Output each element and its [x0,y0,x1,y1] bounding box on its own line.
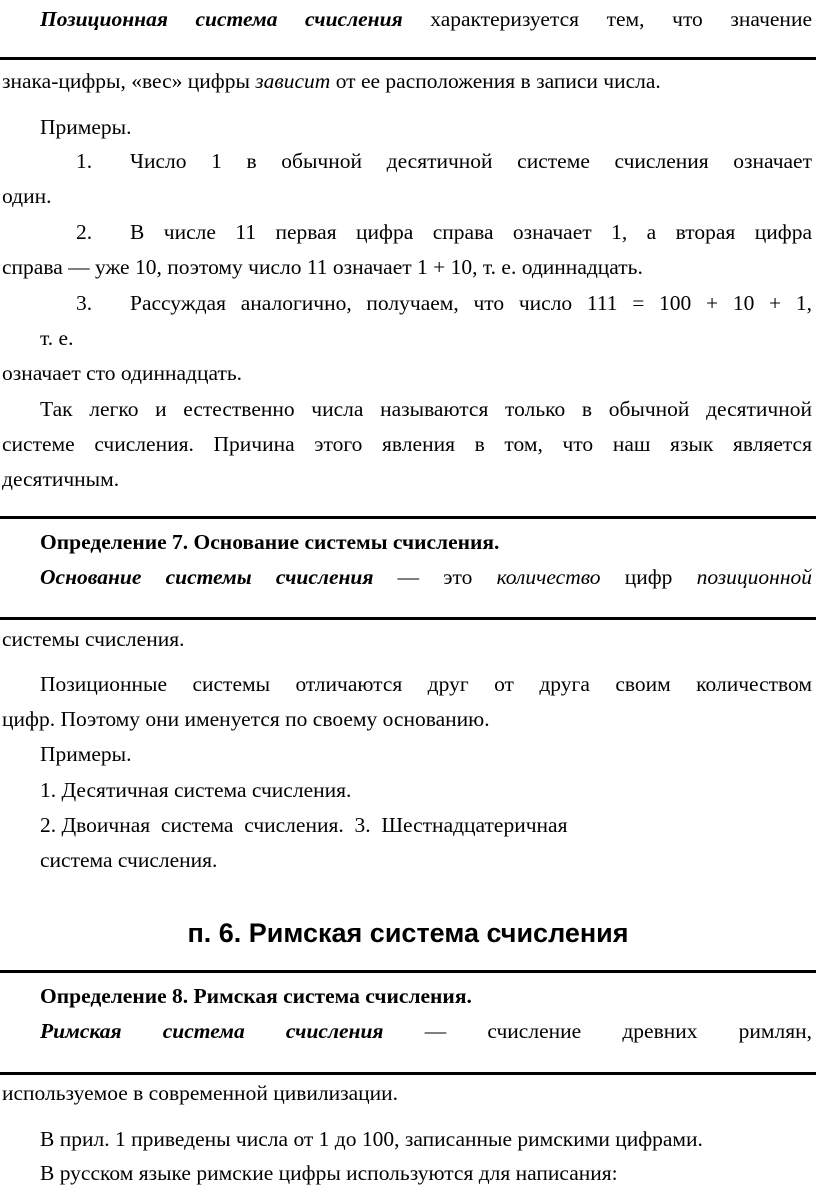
text-fragment: — это [373,565,497,589]
paragraph-line: Позиционные системы отличаются друг от друга своим количеством [40,672,812,696]
list-number: 1. [76,149,93,173]
horizontal-rule [0,57,816,60]
list-number: 3. [76,291,93,315]
list-item: 2. Двоичная система счисления. 3. Шестнадцатеричная [40,813,568,837]
italic-word: позиционной [696,565,812,589]
term-word: Римская [40,1019,122,1043]
section-heading: п. 6. Римская система счисления [187,918,629,948]
list-item-continuation: т. е. [40,326,74,350]
term-positional-system: Позиционная система счисления [40,7,403,31]
term-base: Основание системы счисления [40,565,374,589]
definition-title: Определение 7. Основание системы счисления. [40,530,500,554]
paragraph-line: В русском языке римские цифры используются для написания: [40,1161,618,1185]
italic-word: зависит [255,69,331,93]
horizontal-rule [0,970,816,973]
text-fragment: — счисление древних римлян, [424,1019,813,1043]
term-word: счисления [285,1019,384,1043]
italic-word: количество [496,565,601,589]
list-item-continuation: справа — уже 10, поэтому число 11 означает 1 + 10, т. е. одиннадцать. [2,255,643,279]
text-fragment: характеризуется тем, что значение [402,7,812,31]
text-fragment: цифр [600,565,697,589]
list-item-continuation: один. [2,184,52,208]
term-word: система [162,1019,245,1043]
list-number: 2. [76,220,93,244]
list-item: 1. Десятичная система счисления. [40,778,352,802]
paragraph-line [2,66,661,96]
paragraph-line: Так легко и естественно числа называются только в обычной десятичной [40,397,812,421]
list-item-continuation: означает сто одиннадцать. [2,361,243,385]
list-item-text: Число 1 в обычной десятичной системе счисления означает [130,149,812,173]
horizontal-rule [0,1072,816,1075]
examples-label: Примеры. [40,742,132,766]
list-item-text: Рассуждая аналогично, получаем, что число 111 = 100 + 10 + 1, [130,291,812,315]
definition-continuation: используемое в современной цивилизации. [2,1081,399,1105]
definition-line [40,1016,812,1046]
list-item-text: В числе 11 первая цифра справа означает 1, а вторая цифра [130,220,812,244]
horizontal-rule [0,516,816,519]
paragraph-line [40,4,812,34]
paragraph-line: системе счисления. Причина этого явления в том, что наш язык является [2,432,812,456]
definition-continuation: системы счисления. [2,627,185,651]
definition-line [40,562,812,592]
text-fragment: знака-цифры, «вес» цифры [2,69,256,93]
text-fragment: от ее расположения в записи числа. [330,69,661,93]
examples-label: Примеры. [40,115,132,139]
definition-title: Определение 8. Римская система счисления. [40,984,472,1008]
list-item-continuation: система счисления. [40,848,218,872]
paragraph-line: цифр. Поэтому они именуется по своему основанию. [2,707,490,731]
paragraph-line: десятичным. [2,467,120,491]
paragraph-line: В прил. 1 приведены числа от 1 до 100, записанные римскими цифрами. [40,1127,703,1151]
horizontal-rule [0,617,816,620]
